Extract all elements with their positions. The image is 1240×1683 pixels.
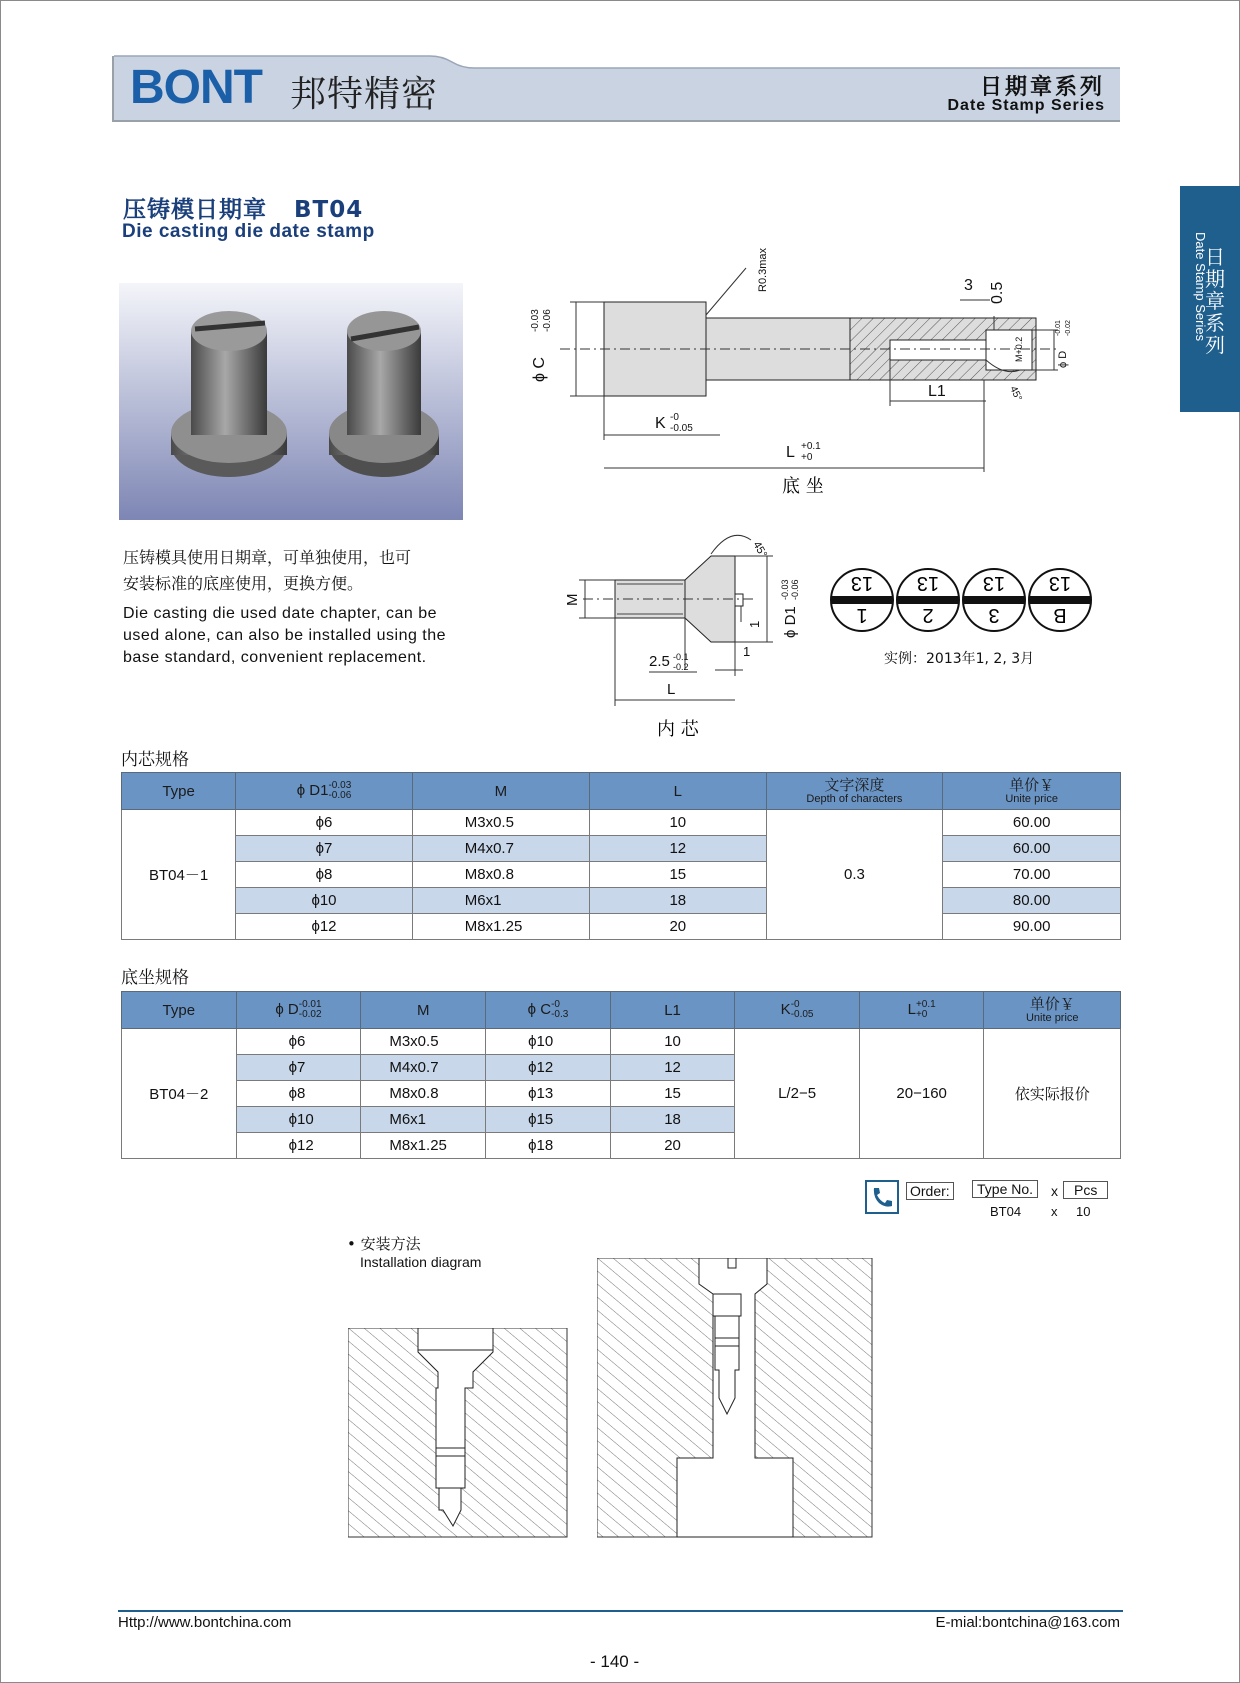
cell-l: 18 <box>590 888 766 914</box>
order-type-label: Type No. <box>972 1180 1038 1198</box>
cell-c: ϕ10 <box>486 1029 611 1055</box>
product-photo <box>119 283 463 520</box>
col-type: Type <box>122 773 236 810</box>
cell-d1: ϕ7 <box>236 836 413 862</box>
cell-l1: 20 <box>610 1133 734 1159</box>
page-number: - 140 - <box>590 1652 640 1671</box>
base-drawing <box>520 230 1080 500</box>
stamp-top-text: 13 <box>850 572 874 594</box>
order-type-value: BT04 <box>990 1204 1022 1219</box>
cell-price: 90.00 <box>943 914 1121 940</box>
footer-divider <box>118 1610 1123 1612</box>
col-l: L+0.1 +0 <box>859 992 984 1029</box>
stamp-row <box>828 566 1094 634</box>
cell-k: L/2−5 <box>735 1029 860 1159</box>
stamp-top-text: 13 <box>1048 572 1072 594</box>
footer-email[interactable]: E-mial:bontchina@163.com <box>935 1614 1120 1631</box>
base-spec-table <box>121 991 1121 1159</box>
cell-d1: ϕ6 <box>236 810 413 836</box>
base-l-label: L <box>786 444 795 461</box>
table-row <box>122 862 1121 888</box>
base-d-tol-upper: -0.01 <box>1055 320 1062 336</box>
cell-d: ϕ10 <box>236 1107 361 1133</box>
core-drawing <box>555 510 825 740</box>
cell-m: M8x1.25 <box>412 914 589 940</box>
stamp-bottom-text: B <box>1053 604 1067 626</box>
cell-m: M6x1 <box>361 1107 486 1133</box>
base-table-label: 底坐规格 <box>121 968 189 988</box>
cell-c: ϕ13 <box>486 1081 611 1107</box>
description-cn-line: 安装标准的底座使用，更换方便。 <box>123 574 364 593</box>
base-m-label: M+0.2 <box>1014 336 1024 362</box>
order-label: Order: <box>906 1182 954 1200</box>
base-d-label: ϕ D <box>1057 350 1069 368</box>
cell-price: 70.00 <box>943 862 1121 888</box>
table-row <box>122 1029 1121 1055</box>
product-title-en: Die casting die date stamp <box>122 221 375 242</box>
core-dim-1a: 1 <box>747 620 762 628</box>
base-k-tol-lower: -0.05 <box>670 423 693 434</box>
cell-c: ϕ18 <box>486 1133 611 1159</box>
stamp-slot <box>897 596 959 604</box>
cell-price: 60.00 <box>943 810 1121 836</box>
cell-c: ϕ12 <box>486 1055 611 1081</box>
core-d1-label: ϕ D1 <box>782 606 799 638</box>
base-caption: 底 坐 <box>782 476 824 497</box>
stamp-bottom-text: 3 <box>988 604 1000 626</box>
cell-l: 15 <box>590 862 766 888</box>
base-dim-05: 0.5 <box>989 281 1006 304</box>
series-title-cn: 日期章系列 <box>979 75 1105 100</box>
description-cn <box>123 545 411 597</box>
company-name: 邦特精密 <box>290 74 439 115</box>
stamp-examples <box>828 566 1094 638</box>
base-k-tol-upper: -0 <box>670 412 679 423</box>
series-title-en: Date Stamp Series <box>947 97 1105 114</box>
cell-l: 20−160 <box>859 1029 984 1159</box>
col-price: 单价￥ Unite price <box>984 992 1121 1029</box>
cell-m: M3x0.5 <box>412 810 589 836</box>
cell-l: 12 <box>590 836 766 862</box>
cell-m: M4x0.7 <box>361 1055 486 1081</box>
cell-m: M8x0.8 <box>361 1081 486 1107</box>
order-pcs-value: 10 <box>1076 1204 1091 1219</box>
cell-d: ϕ8 <box>236 1081 361 1107</box>
cell-d: ϕ12 <box>236 1133 361 1159</box>
order-pcs-label: Pcs <box>1063 1181 1108 1199</box>
installation-diagram-right <box>597 1258 873 1538</box>
stamp-bottom-text: 2 <box>922 604 934 626</box>
cell-depth: 0.3 <box>766 810 943 940</box>
stamp-face <box>1029 569 1091 631</box>
footer-website[interactable]: Http://www.bontchina.com <box>118 1614 292 1631</box>
order-x: x <box>1051 1183 1058 1199</box>
order-x-value: x <box>1051 1204 1058 1219</box>
stamp-face <box>963 569 1025 631</box>
core-m-label: M <box>564 593 581 606</box>
cell-type: BT04－1 <box>122 810 236 940</box>
stamp-face <box>831 569 893 631</box>
cell-l: 10 <box>590 810 766 836</box>
side-tab-cn: 日期章系列 <box>1205 245 1225 357</box>
description-en <box>123 603 503 669</box>
base-l1-label: L1 <box>928 383 946 400</box>
stamp-slot <box>963 596 1025 604</box>
installation-diagram-left <box>348 1328 568 1538</box>
col-d1: ϕ D1-0.03 -0.06 <box>236 773 413 810</box>
stamp-top-text: 13 <box>916 572 940 594</box>
base-radius-label: R0.3max <box>757 247 769 292</box>
base-angle-label: 45° <box>1007 384 1024 403</box>
core-angle-label: 45° <box>750 539 770 560</box>
col-l1: L1 <box>610 992 734 1029</box>
core-d1-tol-lower: -0.06 <box>790 579 800 600</box>
installation-cn: 安装方法 <box>360 1235 421 1253</box>
col-price: 单价￥ Unite price <box>943 773 1121 810</box>
core-dim-25: 2.5 <box>649 653 670 670</box>
product-title-cn: 压铸模日期章 BT04 <box>123 197 364 223</box>
core-table-label: 内芯规格 <box>121 750 189 770</box>
installation-title-cn: • 安装方法 <box>347 1235 421 1253</box>
cell-d: ϕ6 <box>236 1029 361 1055</box>
table-row <box>122 914 1121 940</box>
installation-title-en: Installation diagram <box>360 1254 482 1270</box>
stamp-caption: 实例：2013年1, 2, 3月 <box>884 651 1035 667</box>
cell-c: ϕ15 <box>486 1107 611 1133</box>
cell-price: 60.00 <box>943 836 1121 862</box>
col-type: Type <box>122 992 237 1029</box>
table-row <box>122 888 1121 914</box>
col-c: ϕ C-0 -0.3 <box>486 992 611 1029</box>
stamp-slot <box>1029 596 1091 604</box>
cell-price: 依实际报价 <box>984 1029 1121 1159</box>
base-l-tol-upper: +0.1 <box>801 441 821 452</box>
stamp-face <box>897 569 959 631</box>
description-en-line: base standard, convenient replacement. <box>123 649 427 666</box>
table-header-row <box>122 773 1121 810</box>
core-l-label: L <box>667 681 676 698</box>
base-k-label: K <box>655 415 666 432</box>
col-m: M <box>361 992 486 1029</box>
core-caption: 内 芯 <box>657 719 699 740</box>
stamp-bottom-text: 1 <box>856 604 868 626</box>
cell-d1: ϕ8 <box>236 862 413 888</box>
cell-type: BT04－2 <box>122 1029 237 1159</box>
cell-l1: 15 <box>610 1081 734 1107</box>
base-c-label: ϕ C <box>531 357 548 382</box>
table-row <box>122 836 1121 862</box>
side-tab-en: Date Stamp Series <box>1193 232 1208 342</box>
table-header-row <box>122 992 1121 1029</box>
cell-m: M8x0.8 <box>412 862 589 888</box>
cell-m: M4x0.7 <box>412 836 589 862</box>
cell-l1: 10 <box>610 1029 734 1055</box>
col-d: ϕ D-0.01 -0.02 <box>236 992 361 1029</box>
table-row <box>122 810 1121 836</box>
col-m: M <box>412 773 589 810</box>
base-c-tol-upper: -0.03 <box>530 309 541 332</box>
core-spec-table <box>121 772 1121 940</box>
core-dim-25-tol-upper: -0.1 <box>673 652 689 662</box>
cell-m: M6x1 <box>412 888 589 914</box>
core-dim-25-tol-lower: -0.2 <box>673 662 689 672</box>
core-d1-tol-upper: -0.03 <box>780 579 790 600</box>
phone-icon <box>865 1180 899 1214</box>
base-c-tol-lower: -0.06 <box>542 309 553 332</box>
stamp-top-text: 13 <box>982 572 1006 594</box>
cell-m: M8x1.25 <box>361 1133 486 1159</box>
cell-d1: ϕ10 <box>236 888 413 914</box>
base-dim-3: 3 <box>964 277 973 294</box>
base-d-tol-lower: -0.02 <box>1065 320 1072 336</box>
cell-price: 80.00 <box>943 888 1121 914</box>
col-k: K-0 -0.05 <box>735 992 860 1029</box>
col-depth: 文字深度 Depth of characters <box>766 773 943 810</box>
description-en-line: used alone, can also be installed using the <box>123 627 447 644</box>
col-l: L <box>590 773 766 810</box>
cell-m: M3x0.5 <box>361 1029 486 1055</box>
brand-logo: BONT <box>130 61 262 114</box>
stamp-slot <box>831 596 893 604</box>
cell-d1: ϕ12 <box>236 914 413 940</box>
cell-l: 20 <box>590 914 766 940</box>
description-en-line: Die casting die used date chapter, can be <box>123 605 438 622</box>
cell-l1: 18 <box>610 1107 734 1133</box>
base-l-tol-lower: +0 <box>801 452 813 463</box>
core-dim-1b: 1 <box>743 644 751 659</box>
cell-l1: 12 <box>610 1055 734 1081</box>
description-cn-line: 压铸模具使用日期章，可单独使用，也可 <box>123 548 412 567</box>
cell-d: ϕ7 <box>236 1055 361 1081</box>
